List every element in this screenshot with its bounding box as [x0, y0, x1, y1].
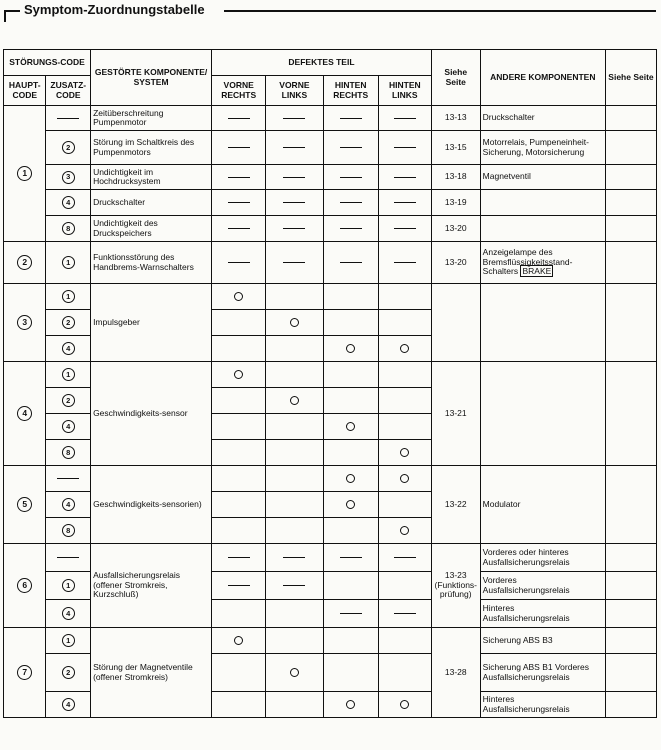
defect-marker: [290, 668, 299, 677]
other-component-cell: Motorrelais, Pumpeneinheit-Sicherung, Motorsicherung: [480, 131, 605, 165]
system-cell: Störung der Magnetventile (offener Stromkreis): [91, 628, 212, 718]
sub-code-badge: 8: [62, 524, 75, 537]
system-cell: Ausfallsicherungsrelais (offener Stromkreis, Kurzschluß): [91, 544, 212, 628]
dash-mark: [394, 262, 416, 263]
main-code-badge: 7: [17, 665, 32, 680]
table-row: [4, 190, 657, 216]
sub-code-badge: 1: [62, 290, 75, 303]
dash-mark: [340, 228, 362, 229]
header-haupt-code: HAUPT-CODE: [4, 76, 46, 106]
table-row: [4, 362, 657, 388]
table-row: [4, 131, 657, 165]
dash-mark: [394, 228, 416, 229]
dash-mark: [394, 613, 416, 614]
defect-marker: [346, 422, 355, 431]
other-component-cell: Magnetventil: [480, 165, 605, 190]
main-code-badge: 3: [17, 315, 32, 330]
page-cell: 13-21: [431, 362, 480, 466]
defect-marker: [400, 526, 409, 535]
table-row: [4, 544, 657, 572]
dash-mark: [57, 478, 79, 479]
header-hinten-links: HINTEN LINKS: [378, 76, 431, 106]
page-cell: 13-18: [431, 165, 480, 190]
header-defektes-teil: DEFEKTES TEIL: [212, 50, 432, 76]
dash-mark: [228, 202, 250, 203]
dash-mark: [394, 118, 416, 119]
defect-marker: [346, 474, 355, 483]
main-code-badge: 5: [17, 497, 32, 512]
table-row: [4, 284, 657, 310]
main-code-cell: [4, 106, 46, 242]
sub-code-cell: [46, 106, 91, 131]
other-component-cell: Vorderes oder hinteres Ausfallsicherungsrelais: [480, 544, 605, 572]
dash-mark: [340, 613, 362, 614]
table-row: [4, 216, 657, 242]
defect-marker: [400, 474, 409, 483]
sub-code-badge: 1: [62, 256, 75, 269]
header-siehe-seite: Siehe Seite: [431, 50, 480, 106]
dash-mark: [340, 177, 362, 178]
defect-marker: [400, 448, 409, 457]
title-bracket: [4, 10, 20, 22]
dash-mark: [228, 147, 250, 148]
page-cell: 13-20: [431, 242, 480, 284]
table-row: [4, 628, 657, 654]
dash-mark: [340, 557, 362, 558]
dash-mark: [57, 557, 79, 558]
sub-code-badge: 4: [62, 196, 75, 209]
sub-code-badge: 2: [62, 666, 75, 679]
table-row: [4, 466, 657, 492]
defect-marker: [346, 700, 355, 709]
header-hinten-rechts: HINTEN RECHTS: [323, 76, 378, 106]
header-stoerungs-code: STÖRUNGS-CODE: [4, 50, 91, 76]
system-cell: Störung im Schaltkreis des Pumpenmotors: [91, 131, 212, 165]
other-component-cell: Modulator: [480, 466, 605, 544]
sub-code-badge: 8: [62, 222, 75, 235]
dash-mark: [283, 118, 305, 119]
main-code-badge: 4: [17, 406, 32, 421]
dash-mark: [283, 177, 305, 178]
system-cell: Geschwindigkeits-sensorien): [91, 466, 212, 544]
title-bar: [4, 2, 656, 24]
defect-marker: [346, 500, 355, 509]
page-cell: 13-13: [431, 106, 480, 131]
defect-marker: [234, 370, 243, 379]
dash-mark: [228, 585, 250, 586]
page-cell: 13-19: [431, 190, 480, 216]
dash-mark: [394, 147, 416, 148]
dash-mark: [394, 177, 416, 178]
header-vorne-rechts: VORNE RECHTS: [212, 76, 266, 106]
dash-mark: [228, 228, 250, 229]
dash-mark: [283, 557, 305, 558]
main-code-badge: 1: [17, 166, 32, 181]
title-rule: [224, 10, 656, 12]
defect-marker: [234, 636, 243, 645]
sub-code-badge: 1: [62, 579, 75, 592]
page-cell: 13-20: [431, 216, 480, 242]
defect-marker: [346, 344, 355, 353]
header-zusatz-code: ZUSATZ-CODE: [46, 76, 91, 106]
page-cell: 13-22: [431, 466, 480, 544]
brake-indicator-label: BRAKE: [522, 266, 552, 277]
system-cell: Undichtigkeit im Hochdrucksystem: [91, 165, 212, 190]
defect-marker: [290, 396, 299, 405]
main-code-badge: 2: [17, 255, 32, 270]
dash-mark: [394, 202, 416, 203]
system-cell: Geschwindigkeits-sensor: [91, 362, 212, 466]
sub-code-badge: 2: [62, 141, 75, 154]
sub-code-badge: 3: [62, 171, 75, 184]
system-cell: Impulsgeber: [91, 284, 212, 362]
dash-mark: [283, 262, 305, 263]
main-code-badge: 6: [17, 578, 32, 593]
header-gestoerte-komponente: GESTÖRTE KOMPONENTE/ SYSTEM: [91, 50, 212, 106]
defect-marker: [290, 318, 299, 327]
sub-code-badge: 8: [62, 446, 75, 459]
dash-mark: [228, 177, 250, 178]
sub-code-badge: 4: [62, 420, 75, 433]
dash-mark: [340, 202, 362, 203]
dash-mark: [340, 262, 362, 263]
defect-marker: [400, 344, 409, 353]
other-component-cell: Anzeigelampe des Bremsflüssigkeitsstand-Schalters BRAKE: [480, 242, 605, 284]
header-andere-komponenten: ANDERE KOMPONENTEN: [480, 50, 605, 106]
sub-code-badge: 2: [62, 316, 75, 329]
system-cell: Druckschalter: [91, 190, 212, 216]
defect-marker: [400, 700, 409, 709]
table-row: [4, 242, 657, 284]
sub-code-badge: 4: [62, 342, 75, 355]
symptom-table: [3, 49, 657, 718]
other-component-cell: Sicherung ABS B1 Vorderes Ausfallsicherungsrelais: [480, 654, 605, 692]
page-title: Symptom-Zuordnungstabelle: [24, 2, 210, 17]
page-cell: 13-23 (Funktions-prüfung): [431, 544, 480, 628]
dash-mark: [340, 147, 362, 148]
header-siehe-seite-2: Siehe Seite: [605, 50, 656, 106]
dash-mark: [228, 262, 250, 263]
table-row: [4, 165, 657, 190]
defect-marker: [234, 292, 243, 301]
dash-mark: [394, 557, 416, 558]
dash-mark: [283, 228, 305, 229]
sub-code-badge: 4: [62, 498, 75, 511]
dash-mark: [340, 118, 362, 119]
other-component-cell: Vorderes Ausfallsicherungsrelais: [480, 572, 605, 600]
dash-mark: [283, 202, 305, 203]
system-cell: Zeitüberschreitung Pumpenmotor: [91, 106, 212, 131]
dash-mark: [283, 585, 305, 586]
system-cell: Undichtigkeit des Druckspeichers: [91, 216, 212, 242]
sub-code-badge: 4: [62, 607, 75, 620]
other-component-cell: Druckschalter: [480, 106, 605, 131]
sub-code-badge: 4: [62, 698, 75, 711]
dash-mark: [228, 557, 250, 558]
header-vorne-links: VORNE LINKS: [266, 76, 323, 106]
page-cell: 13-28: [431, 628, 480, 718]
dash-mark: [283, 147, 305, 148]
sub-code-badge: 1: [62, 368, 75, 381]
table-row: [4, 106, 657, 131]
system-cell: Funktionsstörung des Handbrems-Warnschalters: [91, 242, 212, 284]
other-component-cell: Sicherung ABS B3: [480, 628, 605, 654]
other-component-cell: Hinteres Ausfallsicherungsrelais: [480, 600, 605, 628]
page-cell: 13-15: [431, 131, 480, 165]
dash-mark: [228, 118, 250, 119]
sub-code-badge: 2: [62, 394, 75, 407]
dash-mark: [57, 118, 79, 119]
sub-code-badge: 1: [62, 634, 75, 647]
other-component-cell: Hinteres Ausfallsicherungsrelais: [480, 692, 605, 718]
